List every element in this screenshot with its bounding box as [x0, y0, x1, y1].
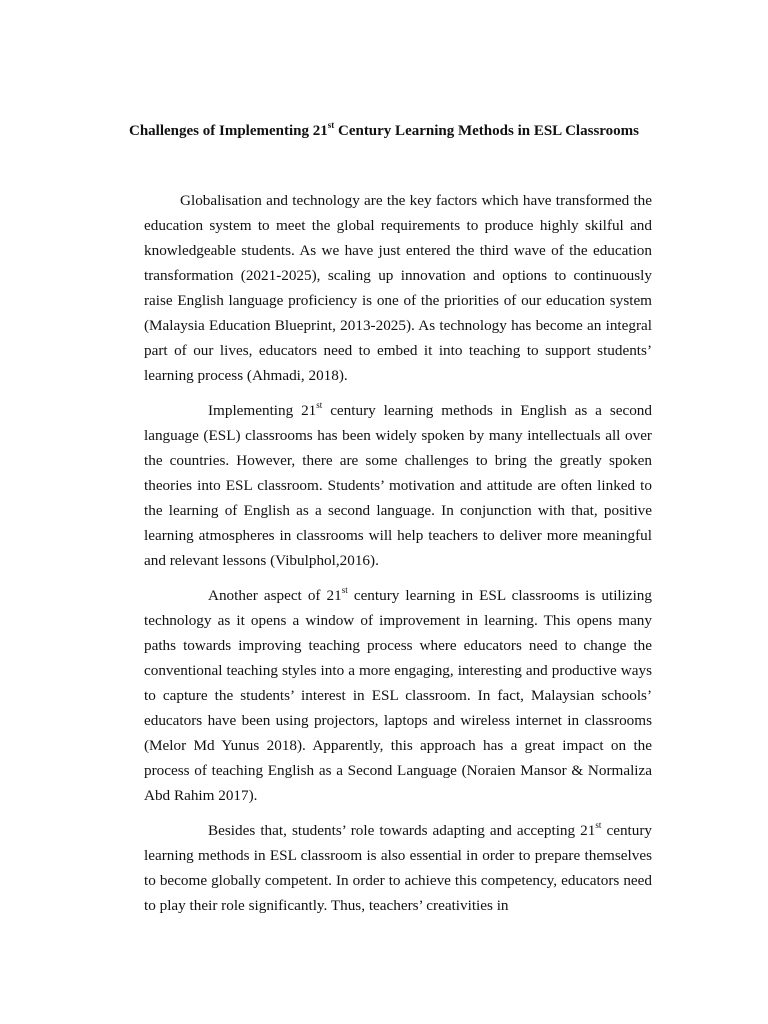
document-body [144, 188, 652, 928]
paragraph-1 [144, 188, 652, 388]
title-text-post: Century Learning Methods in ESL Classrooms [334, 123, 639, 139]
paragraph-1-text: Globalisation and technology are the key factors which have transformed the education system to meet the global requirements to produce highly skilful and knowledgeable students. As we have just entered the third wave of the education transformation (2021-2025), scaling up innovation and options to continuously raise English language proficiency is one of the priorities of our education system (Malaysia Education Blueprint, 2013-2025). As technology has become an integral part of our lives, educators need to embed it into teaching to support students’ learning process (Ahmadi, 2018). [144, 192, 652, 384]
paragraph-2-text-post: century learning methods in English as a second language (ESL) classrooms has been widely spoken by many intellectuals all over the countries. However, there are some challenges to bring the greatly spoken theories into ESL classroom. Students’ motivation and attitude are often linked to the learning of English as a second language. In conjunction with that, positive learning atmospheres in classrooms will help teachers to deliver more meaningful and relevant lessons (Vibulphol,2016). [144, 402, 652, 569]
paragraph-2-ordinal-suffix: st [316, 399, 323, 410]
paragraph-4-text-post: century learning methods in ESL classroom is also essential in order to prepare themselves to become globally competent. In order to achieve this competency, educators need to play their role significantly. Thus, teachers’ creativities in [144, 822, 652, 914]
document-title [0, 122, 768, 140]
paragraph-2 [144, 398, 652, 573]
title-ordinal-suffix: st [327, 120, 335, 130]
paragraph-3-text-post: century learning in ESL classrooms is utilizing technology as it opens a window of improvement in learning. This opens many paths towards improving teaching process where educators need to change the conventional teaching styles into a more engaging, interesting and productive ways to capture the students’ interest in ESL classroom. In fact, Malaysian schools’ educators have been using projectors, laptops and wireless internet in classrooms (Melor Md Yunus 2018). Apparently, this approach has a great impact on the process of teaching English as a Second Language (Noraien Mansor & Normaliza Abd Rahim 2017). [144, 587, 652, 804]
paragraph-4 [144, 818, 652, 918]
paragraph-3-text-pre: Another aspect of 21 [208, 587, 342, 604]
paragraph-2-text-pre: Implementing 21 [208, 402, 317, 419]
paragraph-3 [144, 583, 652, 808]
paragraph-4-ordinal-suffix: st [595, 819, 602, 830]
paragraph-4-text-pre: Besides that, students’ role towards adapting and accepting 21 [208, 822, 596, 839]
title-text-pre: Challenges of Implementing 21 [128, 123, 328, 139]
paragraph-3-ordinal-suffix: st [341, 584, 348, 595]
